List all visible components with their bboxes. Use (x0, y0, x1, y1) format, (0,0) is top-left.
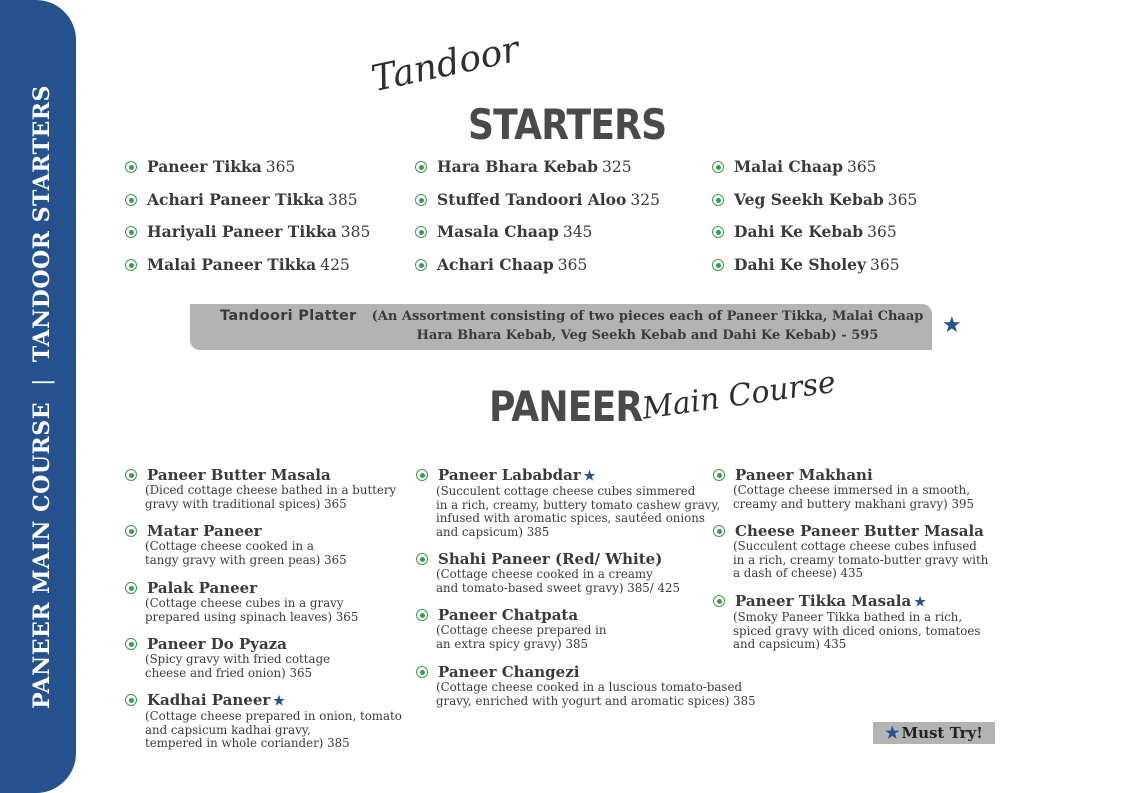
menu-item (713, 467, 974, 511)
veg-icon (713, 595, 725, 607)
platter-desc-line1: (An Assortment consisting of two pieces each of Paneer Tikka, Malai Chaap (371, 309, 924, 324)
veg-icon (125, 161, 137, 173)
sidebar-separator: | (30, 378, 55, 387)
must-try-label: Must Try! (901, 724, 983, 742)
starter-item (415, 255, 587, 274)
starters-heading: STARTERS (468, 100, 667, 149)
sidebar-title (29, 85, 55, 709)
item-description: (Succulent cottage cheese cubes simmered in a rich, creamy, buttery tomato cashew gravy, infused with aromatic spices, sautéed onions and capsicum) 385 (436, 484, 721, 539)
starter-name: Malai Chaap (734, 157, 843, 176)
star-icon: ★ (583, 469, 596, 484)
starter-price: 365 (867, 223, 897, 241)
starter-name: Dahi Ke Kebab (734, 222, 864, 241)
sidebar-right-text: TANDOOR STARTERS (29, 85, 55, 363)
item-description: (Cottage cheese cooked in a creamy and tomato-based sweet gravy) 385/ 425 (436, 567, 681, 595)
starter-name: Hariyali Paneer Tikka (147, 222, 337, 241)
starter-price: 365 (557, 256, 588, 274)
starter-price: 325 (630, 191, 660, 209)
starter-item (415, 190, 660, 209)
item-description: (Spicy gravy with fried cottage cheese and fried onion) 365 (145, 652, 331, 680)
starter-price: 345 (562, 223, 593, 241)
platter-desc-line2: Hara Bhara Kebab, Veg Seekh Kebab and Dahi Ke Kebab) - 595 (416, 328, 879, 343)
starter-name: Achari Chaap (437, 255, 554, 274)
starter-name: Veg Seekh Kebab (734, 190, 884, 209)
veg-icon (712, 226, 724, 238)
item-name: Paneer Lababdar (438, 466, 581, 484)
menu-item (416, 467, 720, 539)
item-name: Cheese Paneer Butter Masala (735, 522, 984, 540)
veg-icon (712, 161, 724, 173)
veg-icon (125, 226, 137, 238)
item-description: (Diced cottage cheese bathed in a buttery gravy with traditional spices) 365 (145, 483, 397, 511)
item-description: (Cottage cheese immersed in a smooth, creamy and buttery makhani gravy) 395 (733, 483, 975, 511)
starter-item (125, 157, 295, 176)
platter-description (370, 307, 925, 345)
menu-item (125, 580, 358, 624)
platter-label: Tandoori Platter (220, 308, 357, 324)
item-name: Palak Paneer (147, 579, 258, 597)
veg-icon (125, 638, 137, 650)
veg-icon (712, 259, 724, 271)
menu-item (416, 551, 680, 595)
veg-icon (415, 161, 427, 173)
starter-name: Paneer Tikka (147, 157, 262, 176)
item-description: (Cottage cheese prepared in an extra spicy gravy) 385 (436, 623, 607, 651)
starter-price: 325 (602, 158, 632, 176)
item-name: Paneer Makhani (735, 466, 873, 484)
veg-icon (713, 469, 725, 481)
starter-name: Malai Paneer Tikka (147, 255, 317, 274)
starter-item (712, 157, 877, 176)
sidebar-left-text: PANEER MAIN COURSE (29, 402, 55, 709)
veg-icon (712, 194, 724, 206)
item-description: (Cottage cheese cooked in a tangy gravy with green peas) 365 (145, 539, 347, 567)
menu-item (125, 692, 402, 751)
item-name: Paneer Chatpata (438, 606, 579, 624)
menu-item (125, 467, 396, 511)
must-try-legend (873, 722, 995, 744)
veg-icon (125, 194, 137, 206)
item-name: Paneer Tikka Masala (735, 592, 912, 610)
star-icon: ★ (914, 595, 926, 610)
item-description: (Succulent cottage cheese cubes infused in a rich, creamy tomato-butter gravy with a dash of cheese) 435 (733, 539, 989, 580)
item-name: Paneer Do Pyaza (147, 635, 287, 653)
starter-item (712, 222, 897, 241)
menu-item (713, 593, 980, 652)
starter-name: Masala Chaap (437, 222, 559, 241)
starter-item (712, 255, 900, 274)
starter-price: 365 (265, 158, 296, 176)
item-description: (Cottage cheese prepared in onion, tomato and capsicum kadhai gravy, tempered in whole coriander) 385 (145, 709, 402, 750)
item-description: (Cottage cheese cubes in a gravy prepared using spinach leaves) 365 (145, 596, 359, 624)
starter-price: 365 (887, 191, 918, 209)
item-name: Paneer Changezi (438, 663, 580, 681)
veg-icon (415, 226, 427, 238)
menu-item (416, 607, 607, 651)
sidebar (0, 0, 76, 793)
item-name: Matar Paneer (147, 522, 262, 540)
veg-icon (125, 694, 137, 706)
starter-name: Stuffed Tandoori Aloo (437, 190, 627, 209)
star-icon: ★ (942, 313, 962, 338)
veg-icon (415, 194, 427, 206)
main-course-script-heading: Main Course (640, 364, 838, 427)
starter-price: 385 (328, 191, 358, 209)
item-name: Paneer Butter Masala (147, 466, 331, 484)
item-description: (Smoky Paneer Tikka bathed in a rich, spiced gravy with diced onions, tomatoes and capsicum) 435 (733, 610, 981, 651)
starter-name: Dahi Ke Sholey (734, 255, 866, 274)
starter-name: Hara Bhara Kebab (437, 157, 599, 176)
starter-item (415, 222, 592, 241)
veg-icon (416, 469, 428, 481)
item-description: (Cottage cheese cooked in a luscious tomato-based gravy, enriched with yogurt and aromatic spices) 385 (436, 680, 756, 708)
starter-price: 385 (340, 223, 371, 241)
veg-icon (125, 525, 137, 537)
menu-item (416, 664, 756, 708)
tandoor-script-heading: Tandoor (368, 28, 523, 101)
menu-item (713, 523, 988, 581)
veg-icon (415, 259, 427, 271)
item-name: Kadhai Paneer (147, 691, 271, 709)
item-name: Shahi Paneer (Red/ White) (438, 550, 663, 568)
veg-icon (125, 582, 137, 594)
veg-icon (416, 609, 428, 621)
starter-item (125, 255, 350, 274)
veg-icon (125, 469, 137, 481)
veg-icon (416, 666, 428, 678)
veg-icon (713, 525, 725, 537)
starter-price: 365 (846, 158, 877, 176)
veg-icon (125, 259, 137, 271)
menu-item (125, 636, 330, 680)
starter-price: 425 (320, 256, 350, 274)
starter-item (125, 222, 370, 241)
star-icon: ★ (273, 694, 285, 709)
veg-icon (416, 553, 428, 565)
paneer-heading: PANEER (489, 382, 643, 431)
starter-item (415, 157, 632, 176)
starter-name: Achari Paneer Tikka (147, 190, 325, 209)
menu-item (125, 523, 347, 567)
star-icon: ★ (885, 723, 900, 742)
starter-item (125, 190, 358, 209)
platter-banner (190, 304, 932, 350)
starter-item (712, 190, 917, 209)
starter-price: 365 (870, 256, 900, 274)
